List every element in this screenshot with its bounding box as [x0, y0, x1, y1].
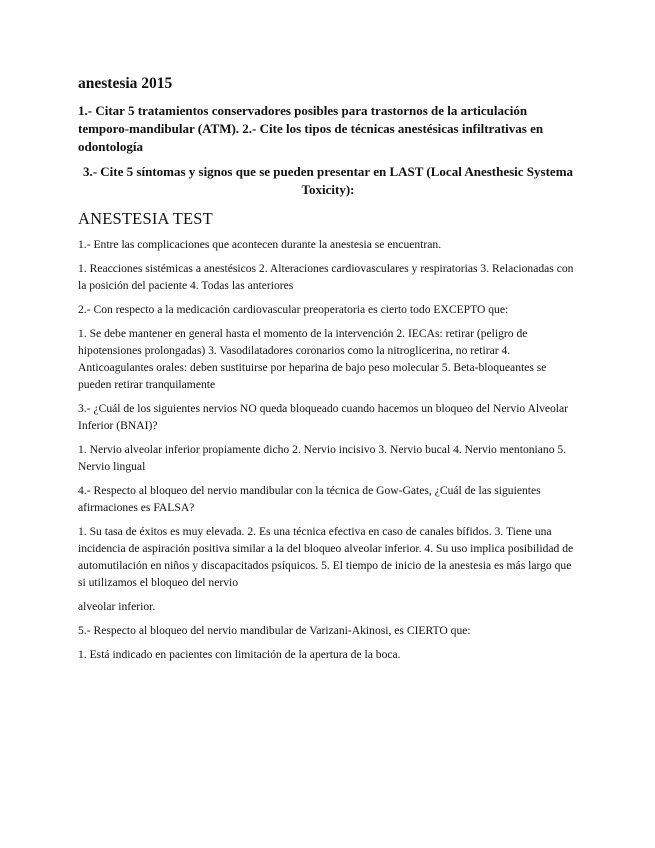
question-1: 1.- Entre las complicaciones que acontecen durante la anestesia se encuentran.: [78, 238, 442, 251]
question-5: 5.- Respecto al bloqueo del nervio mandibular de Varizani-Akinosi, es CIERTO que:: [78, 624, 471, 637]
document-page: [78, 74, 578, 670]
question-2-options: 1. Se debe mantener en general hasta el momento de la intervención 2. IECAs: retirar (peligro de hipotensiones prolongadas) 3. Vasodilatadores coronarios como la nitroglicerina, no retirar 4. Anticoagulantes orales: deben sustituirse por heparina de bajo peso molecular 5. Beta-bloqueantes se pueden retirar tranquilamente: [78, 327, 547, 391]
question-3: 3.- ¿Cuál de los siguientes nervios NO queda bloqueado cuando hacemos un bloqueo del Nervio Alveolar Inferior (BNAI)?: [78, 402, 569, 432]
question-4-options-continued: alveolar inferior.: [78, 600, 156, 613]
document-title: anestesia 2015: [78, 75, 173, 92]
exam-question-3: 3.- Cite 5 síntomas y signos que se pueden presentar en LAST (Local Anesthesic Systema Toxicity):: [82, 164, 574, 197]
question-3-options: 1. Nervio alveolar inferior propiamente dicho 2. Nervio incisivo 3. Nervio bucal 4. Nervio mentoniano 5. Nervio lingual: [78, 443, 567, 473]
question-2: 2.- Con respecto a la medicación cardiovascular preoperatoria es cierto todo EXCEPTO que:: [78, 303, 509, 316]
question-5-options: 1. Está indicado en pacientes con limitación de la apertura de la boca.: [78, 648, 401, 661]
section-title: ANESTESIA TEST: [78, 209, 213, 228]
question-4-options: 1. Su tasa de éxitos es muy elevada. 2. Es una técnica efectiva en caso de canales bífidos. 3. Tiene una incidencia de aspiración positiva similar a la del bloqueo alveolar inferior. 4. Su uso implica posibilidad de automutilación en niños y discapacitados psíquicos. 5. El tiempo de inicio de la anestesia es más largo que si utilizamos el bloqueo del nervio: [78, 525, 574, 589]
question-4: 4.- Respecto al bloqueo del nervio mandibular con la técnica de Gow-Gates, ¿Cuál de las siguientes afirmaciones es FALSA?: [78, 484, 541, 514]
exam-questions-1-2: 1.- Citar 5 tratamientos conservadores posibles para trastornos de la articulación temporo-mandibular (ATM). 2.- Cite los tipos de técnicas anestésicas infiltrativas en odontología: [78, 103, 544, 154]
question-1-options: 1. Reacciones sistémicas a anestésicos 2. Alteraciones cardiovasculares y respiratorias 3. Relacionadas con la posición del paciente 4. Todas las anteriores: [78, 262, 574, 292]
